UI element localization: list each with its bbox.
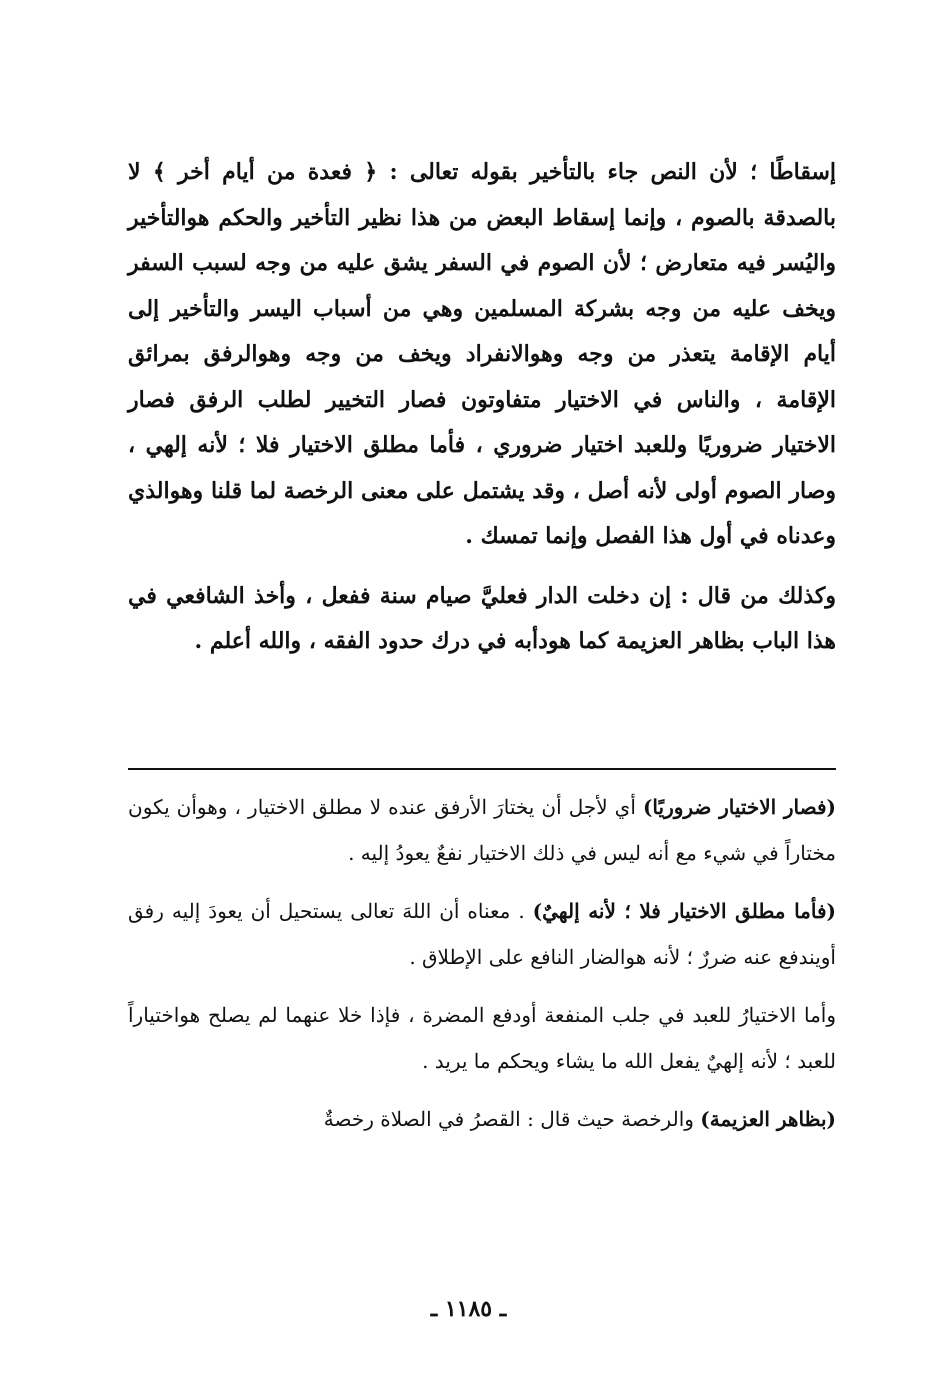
note-heading: (فأما مطلق الاختيار فلا ؛ لأنه إلهيٌ) [532,899,836,923]
footnote-divider [128,768,836,770]
note-paragraph-3 [128,992,836,1084]
note-heading: (بظاهر العزيمة) [700,1107,836,1131]
main-paragraph-2: وكذلك من قال : إن دخلت الدار فعليَّ صيام سنة ففعل ، وأخذ الشافعي في هذا الباب بظاهر العزيمة كما هودأبه في درك حدود الفقه ، والله أعلم . [128,582,836,654]
note-heading: (فصار الاختيار ضروريًا) [642,795,836,819]
note-paragraph-2 [128,888,836,980]
note-body: وأما الاختيارُ للعبد في جلب المنفعة أودفع المضرة ، فإذا خلا عنهما لم يصلح هواختياراً للعبد ؛ لأنه إلهيٌ يفعل الله ما يشاء ويحكم ما يريد . [128,1003,836,1073]
note-paragraph-1 [128,784,836,876]
note-paragraph-4 [128,1096,836,1142]
main-text [128,150,836,665]
page-number: ـ ١١٨٥ ـ [430,1296,507,1322]
note-body: أي لأجل أن يختارَ الأرفق عنده لا مطلق الاختيار ، وهوأن يكون مختاراً في شيء مع أنه ليس في ذلك الاختيار نفعٌ يعودُ إليه . [128,795,836,865]
main-paragraph-1: إسقاطًا ؛ لأن النص جاء بالتأخير بقوله تعالى : ﴿ فعدة من أيام أخر ﴾ لا بالصدقة بالصوم ، وإنما إسقاط البعض من هذا نظير التأخير والحكم هوالتأخير واليُسر فيه متعارض ؛ لأن الصوم في السفر يشق عليه من وجه لسبب السفر ويخف عليه من وجه بشركة المسلمين وهي من أسباب اليسر والتأخير إلى أيام الإقامة يتعذر من وجه وهوالانفراد ويخف من وجه وهوالرفق بمرائق الإقامة ، والناس في الاختيار متفاوتون فصار التخيير لطلب الرفق فصار الاختيار ضروريًا وللعبد اختيار ضروري ، فأما مطلق الاختيار فلا ؛ لأنه إلهي ، وصار الصوم أولى لأنه أصل ، وقد يشتمل على معنى الرخصة لما قلنا وهوالذي وعدناه في أول هذا الفصل وإنما تمسك . [128,159,837,549]
commentary-notes [128,784,836,1154]
note-body: . معناه أن اللهَ تعالى يستحيل أن يعودَ إليه رفق أويندفع عنه ضررٌ ؛ لأنه هوالضار النافع على الإطلاق . [128,899,836,969]
note-body: والرخصة حيث قال : القصرُ في الصلاة رخصةٌ [323,1107,701,1131]
